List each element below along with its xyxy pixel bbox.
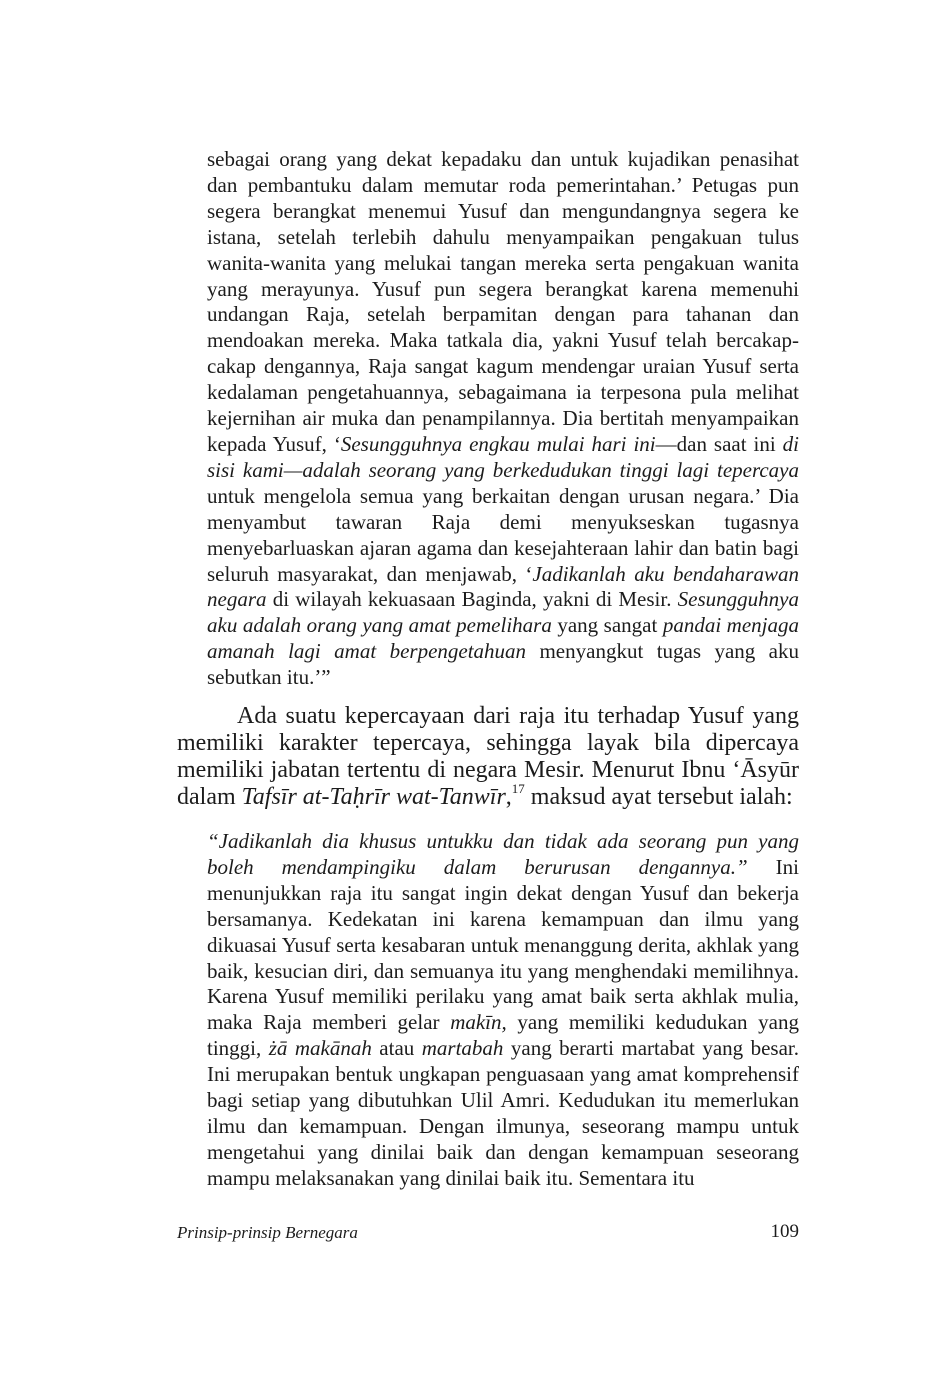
italic-text: Sesungguhnya engkau mulai hari ini bbox=[340, 431, 656, 456]
italic-text: Jadikanlah aku bendaharawan negara bbox=[207, 561, 799, 612]
italic-text: makīn, bbox=[450, 1010, 507, 1035]
page-number: 109 bbox=[770, 1221, 799, 1242]
italic-text: Sesungguhnya aku adalah orang yang amat pemelihara bbox=[207, 587, 799, 638]
body-paragraph bbox=[177, 703, 799, 811]
indented-quote-block-2 bbox=[207, 829, 799, 1192]
footnote-marker[interactable]: 17 bbox=[511, 781, 525, 796]
italic-text: żā makānah bbox=[268, 1036, 372, 1061]
italic-text: di sisi kami—adalah seorang yang berkedudukan tinggi lagi tepercaya bbox=[207, 431, 799, 482]
italic-text: “Jadikanlah dia khusus untukku dan tidak ada seorang pun yang boleh mendampingiku dalam berurusan dengannya.” bbox=[207, 829, 799, 879]
quote-paragraph: sebagai orang yang dekat kepadaku dan untuk kujadikan penasihat dan pembantuku dalam memutar roda pemerintahan.’ Petugas pun segera berangkat menemui Yusuf dan mengundangnya segera ke istana, setelah terlebih dahulu menyampaikan pengakuan tulus wanita-wanita yang melukai tangan mereka serta pengakuan wanita yang merayunya. Yusuf pun segera berangkat karena memenuhi undangan Raja, setelah berpamitan dengan para tahanan dan mendoakan mereka. Maka tatkala dia, yakni Yusuf telah bercakap-cakap dengannya, Raja sangat kagum mendengar uraian Yusuf serta kedalaman pengetahuannya, sebagaimana ia terpesona pula melihat kejernihan air muka dan penampilannya. Dia bertitah menyampaikan kepada Yusuf, ‘Sesungguhnya engkau mulai hari ini—dan saat ini di sisi kami—adalah seorang yang berkedudukan tinggi lagi tepercaya untuk mengelola semua yang berkaitan dengan urusan negara.’ Dia menyambut tawaran Raja demi menyukseskan tugasnya menyebarluaskan ajaran agama dan kesejahteraan lahir dan batin bagi seluruh masyarakat, dan menjawab, ‘Jadikanlah aku bendaharawan negara di wilayah kekuasaan Baginda, yakni di Mesir. Sesungguhnya aku adalah orang yang amat pemelihara yang sangat pandai menjaga amanah lagi amat berpengetahuan menyangkut tugas yang aku sebutkan itu.’” bbox=[207, 147, 800, 690]
book-title-italic: Tafsīr at-Taḥrīr wat-Tanwīr bbox=[241, 784, 506, 810]
main-paragraph-text: Ada suatu kepercayaan dari raja itu terhadap Yusuf yang memiliki karakter tepercaya, sehingga layak bila dipercaya memiliki jabatan tertentu di negara Mesir. Menurut Ibnu ‘Āsyūr dalam Tafsīr at-Taḥrīr wat-Tanwīr,$^{17}$ maksud ayat tersebut ialah: bbox=[177, 703, 799, 810]
italic-text: martabah bbox=[421, 1036, 504, 1061]
quote-paragraph-2: “Jadikanlah dia khusus untukku dan tidak ada seorang pun yang boleh mendampingiku dalam berurusan dengannya.” Ini menunjukkan raja itu sangat ingin dekat dengan Yusuf dan bekerja bersamanya. Kedekatan ini karena kemampuan dan ilmu yang dikuasai Yusuf serta kesabaran untuk menanggung derita, akhlak yang baik, kesucian diri, dan semuanya itu yang menghendaki memilihnya. Karena Yusuf memiliki perilaku yang amat baik serta akhlak mulia, maka Raja memberi gelar makīn, yang memiliki kedudukan yang tinggi, żā makānah atau martabah yang berarti martabat yang besar. Ini merupakan bentuk ungkapan penguasaan yang amat komprehensif bagi setiap yang dibutuhkan Ulil Amri. Kedudukan itu memerlukan ilmu dan kemampuan. Dengan ilmunya, seseorang mampu untuk mengetahui yang dinilai baik dan dengan kemampuan seseorang mampu melaksanakan yang dinilai baik itu. Sementara itu bbox=[207, 829, 799, 1190]
indented-quote-block bbox=[207, 147, 799, 691]
italic-text: pandai menjaga amanah lagi amat berpengetahuan bbox=[207, 613, 800, 664]
running-footer-title: Prinsip-prinsip Bernegara bbox=[177, 1223, 358, 1242]
